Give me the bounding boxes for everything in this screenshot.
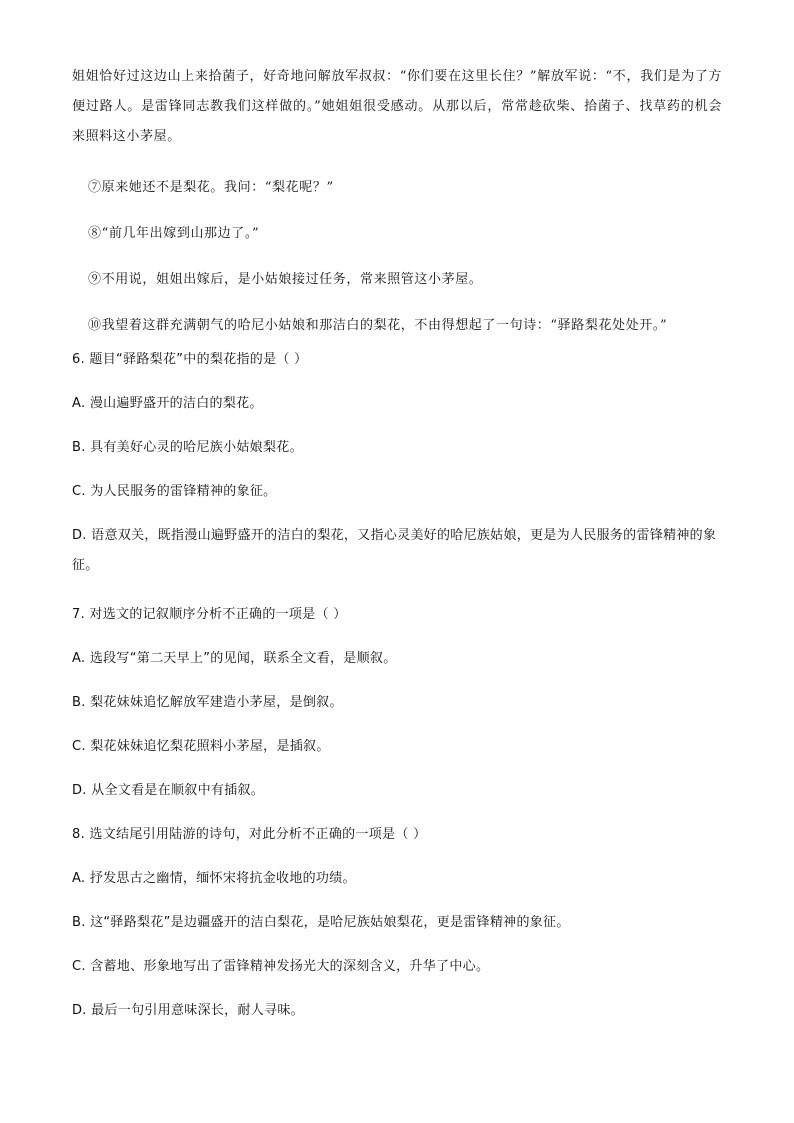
passage-paragraph-9: ⑨不用说，姐姐出嫁后，是小姑娘接过任务，常来照管这小茅屋。 — [88, 272, 483, 287]
question-option: D. 语意双关，既指漫山遍野盛开的洁白的梨花，又指心灵美好的哈尼族姑娘，更是为人民服务的雷锋精神的象征。 — [72, 528, 717, 573]
question-option: B. 这“驿路梨花”是边疆盛开的洁白梨花，是哈尼族姑娘梨花，更是雷锋精神的象征。 — [72, 915, 570, 930]
question-option: D. 最后一句引用意味深长，耐人寻味。 — [72, 1003, 304, 1018]
question-option: C. 含蓄地、形象地写出了雷锋精神发扬光大的深刻含义，升华了中心。 — [72, 959, 490, 974]
question-8 — [72, 825, 722, 1021]
question-stem: 8. 选文结尾引用陆游的诗句，对此分析不正确的一项是（ ） — [72, 827, 427, 842]
question-option: C. 梨花妹妹追忆梨花照料小茅屋，是插叙。 — [72, 739, 330, 754]
reading-passage — [72, 62, 722, 336]
question-list — [72, 350, 722, 1021]
question-7 — [72, 605, 722, 801]
question-option: C. 为人民服务的雷锋精神的象征。 — [72, 484, 277, 499]
question-6 — [72, 350, 722, 581]
question-option: B. 具有美好心灵的哈尼族小姑娘梨花。 — [72, 440, 303, 455]
passage-paragraph-8: ⑧“前几年出嫁到山那边了。” — [88, 226, 260, 241]
question-option: D. 从全文看是在顺叙中有插叙。 — [72, 783, 265, 798]
question-option: A. 漫山遍野盛开的洁白的梨花。 — [72, 396, 263, 411]
passage-paragraph-6: 姐姐恰好过这边山上来拾菌子，好奇地问解放军叔叔：“你们要在这里长住？”解放军说：“不，我们是为了方便过路人。是雷锋同志教我们这样做的。”她姐姐很受感动。从那以后，常常趁砍柴、拾菌子、找草药的机会来照料这小茅屋。 — [72, 69, 722, 144]
question-option: B. 梨花妹妹追忆解放军建造小茅屋，是倒叙。 — [72, 695, 343, 710]
question-option: A. 选段写“第二天早上”的见闻，联系全文看，是顺叙。 — [72, 651, 397, 666]
question-option: A. 抒发思古之幽情，缅怀宋将抗金收地的功绩。 — [72, 871, 356, 886]
question-stem: 6. 题目“驿路梨花”中的梨花指的是（ ） — [72, 352, 308, 367]
passage-paragraph-10: ⑩我望着这群充满朝气的哈尼小姑娘和那洁白的梨花，不由得想起了一句诗：“驿路梨花处处开。” — [88, 318, 668, 333]
question-stem: 7. 对选文的记叙顺序分析不正确的一项是（ ） — [72, 607, 347, 622]
passage-paragraph-7: ⑦原来她还不是梨花。我问：“梨花呢？” — [88, 180, 334, 195]
